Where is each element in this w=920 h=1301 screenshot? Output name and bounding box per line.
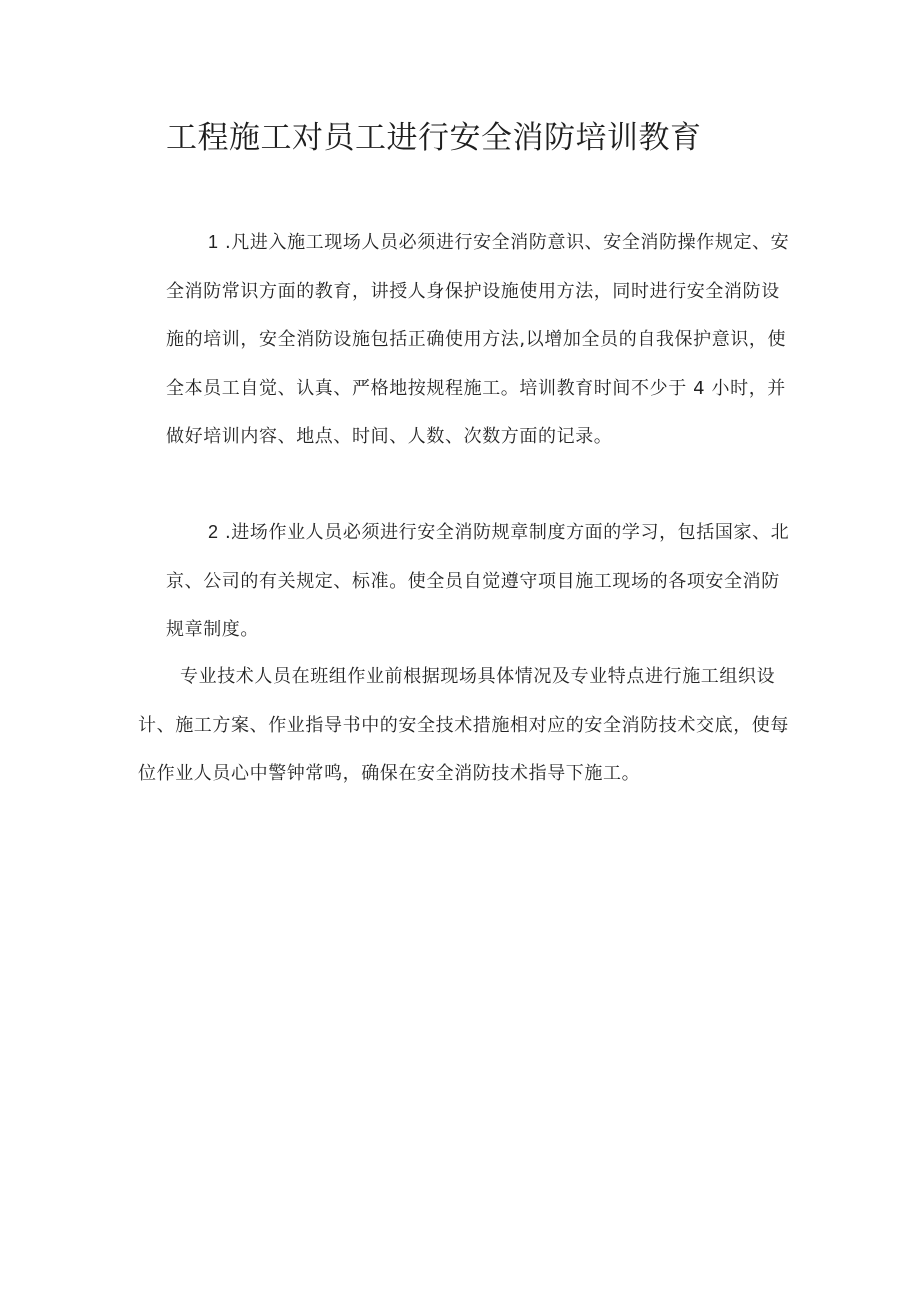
paragraph-2 bbox=[166, 508, 791, 655]
paragraph-3 bbox=[138, 653, 803, 799]
paragraph-2-number: 2 bbox=[208, 522, 219, 542]
paragraph-1-number: 1 bbox=[208, 232, 219, 252]
document-title: 工程施工对员工进行安全消防培训教育 bbox=[166, 120, 702, 156]
paragraph-3-text: 专业技术人员在班组作业前根据现场具体情况及专业特点进行施工组织设计、施工方案、作业指导书中的安全技术措施相对应的安全消防技术交底，使每位作业人员心中警钟常鸣，确保在安全消防技术指导下施工。 bbox=[138, 666, 789, 784]
paragraph-1-text: .凡进入施工现场人员必须进行安全消防意识、安全消防操作规定、安全消防常识方面的教育，讲授人身保护设施使用方法，同时进行安全消防设施的培训，安全消防设施包括正确使用方法,以增加全员的自我保护意识，使全本员工自觉、认真、严格地按规程施工。培训教育时间不少于 4 小时，并做好培训内容、地点、时间、人数、次数方面的记录。 bbox=[166, 232, 790, 447]
paragraph-1 bbox=[166, 218, 791, 462]
paragraph-2-text: .进场作业人员必须进行安全消防规章制度方面的学习，包括国家、北京、公司的有关规定、标准。使全员自觉遵守项目施工现场的各项安全消防规章制度。 bbox=[166, 522, 790, 640]
